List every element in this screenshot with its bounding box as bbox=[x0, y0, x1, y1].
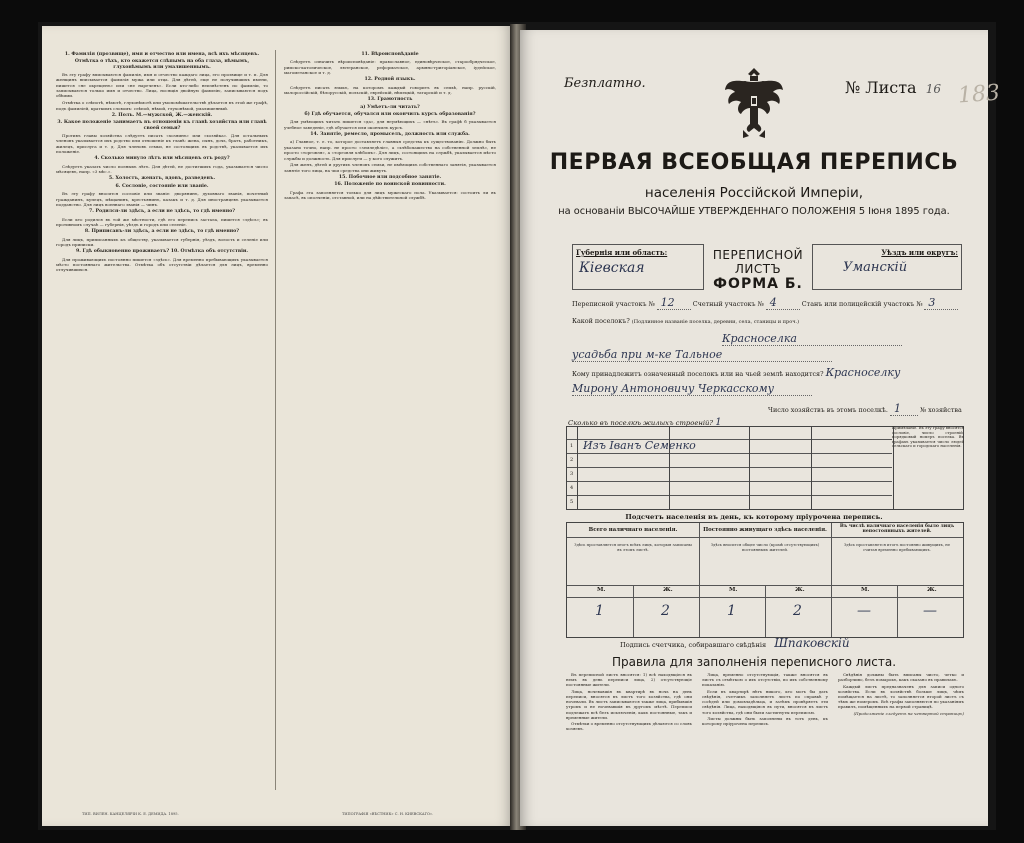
section-heading: 12. Родной языкъ. bbox=[364, 77, 416, 83]
village-line bbox=[572, 332, 964, 346]
section-heading: 8. Приписанъ-ли здѣсь, а если не здѣсь, то гдѣ именно? bbox=[84, 229, 240, 235]
right-page-census-form bbox=[520, 30, 1001, 826]
side-note: Примѣчаніе. Въ эту графу вносятся сословіе, число строеній, порядковый номеръ поселка. Въ графахъ указывается число людей сельскаго и городскаго населенія. bbox=[892, 425, 964, 449]
count-value: 2 bbox=[661, 603, 670, 619]
table-handwritten-entry: Изъ Іванъ Семенко bbox=[583, 439, 696, 452]
archive-pencil-mark: 183 bbox=[957, 80, 1001, 109]
household-label: Число хозяйствъ въ этомъ поселкѣ. bbox=[768, 406, 888, 414]
filler-text: Слѣдуетъ писать языкъ, на которомъ каждый говоритъ въ семьѣ, напр. русскій, малороссійскій, бѣлорусскій, польскій, еврейскій, нѣмецкій, татарскій и т. д. bbox=[284, 84, 496, 96]
male-label: М. bbox=[861, 587, 870, 593]
filler-text: а) Главное, т. е. то, которое доставляетъ главныя средства къ существованію. Должно быть указано точно, напр. не просто «земледѣліе», а «хлѣбопашество на собственной землѣ», не просто «торговля», а «торговля хлѣбомъ». Для лицъ, состоящихъ на службѣ, указывается мѣсто службы и должность. Для прислуги — у кого служитъ. bbox=[284, 139, 496, 161]
filler-text: Противъ главы хозяйства слѣдуетъ писать «хозяинъ» или «хозяйка». Для остальныхъ членовъ указывается ихъ родство или отношеніе къ главѣ: жена, сынъ, дочь, братъ, работникъ, жилецъ, прислуга и т. д. Для членовъ семьи, не состоящихъ въ родствѣ, указывается ихъ положеніе. bbox=[56, 133, 268, 155]
section-heading: 1. Фамилія (прозвище), имя и отчество или имена, всѣ ихъ мѣсяцевъ. bbox=[64, 52, 260, 57]
village-handwritten-2: усадьба при м-ке Тальное bbox=[572, 348, 832, 362]
gubernia-label: Губернія или область: bbox=[576, 248, 668, 257]
count-value: 2 bbox=[793, 603, 802, 619]
station-value: 3 bbox=[924, 296, 958, 310]
table-row-number: 3 bbox=[570, 471, 574, 477]
column-divider bbox=[275, 50, 276, 790]
count-value: 1 bbox=[595, 603, 604, 619]
counting-value: 4 bbox=[766, 296, 800, 310]
sheet-number bbox=[845, 78, 941, 97]
form-type-line2: ФОРМА Б. bbox=[713, 276, 803, 292]
female-label: Ж. bbox=[927, 587, 937, 593]
section-heading: 14. Занятіе, ремесло, промыселъ, должность или служба. bbox=[310, 132, 470, 138]
residents-label: Сколько въ поселкѣ жилыхъ строеній? bbox=[568, 419, 714, 427]
count-title: Подсчетъ населенія въ день, къ которому пріурочена перепись. bbox=[625, 513, 883, 521]
filler-text: Лица, ночевавшія въ квартирѣ въ ночь на день переписи, вносятся въ листъ того хозяйства, гдѣ они ночевали. Въ листъ записываются также лица, прибывшія утромъ и не ночевавшія въ другомъ мѣстѣ. Переписи подлежатъ всѣ безъ исключенія, какъ постоянные, такъ и временные жители. bbox=[566, 688, 692, 720]
filler-text: Для женъ, дѣтей и другихъ членовъ семьи, не имѣющихъ собственнаго занятія, указывается занятіе того лица, на чьи средства они живутъ. bbox=[284, 162, 496, 173]
male-label: М. bbox=[597, 587, 606, 593]
form-type-line1: ПЕРЕПИСНОЙ ЛИСТЪ bbox=[712, 248, 804, 276]
filler-text: Слѣдуетъ означить вѣроисповѣданіе: православное, единовѣрческое, старообрядческое, римско-католическое, лютеранское, реформатское, армяно-григоріанское, іудейское, магометанское и т. д. bbox=[284, 59, 496, 76]
count-header-total: Всего наличнаго населенія. bbox=[588, 527, 678, 533]
section-heading: Отмѣтка о тѣхъ, кто окажется слѣпымъ на оба глаза, нѣмымъ, глухонѣмымъ или умалишеннымъ. bbox=[74, 59, 250, 70]
filler-text: Для проживающихъ постоянно пишется «здѣсь». Для временно пребывающихъ указывается мѣсто постояннаго жительства. Отмѣтка объ отсутствіи дѣлается для лицъ, временно отлучившихся. bbox=[56, 256, 268, 273]
section-heading: 6. Сословіе, состояніе или званіе. bbox=[115, 183, 209, 189]
district-line bbox=[572, 296, 964, 310]
female-label: Ж. bbox=[795, 587, 805, 593]
filler-text: Для умѣющихъ читать пишется «да», для неумѣющихъ — «нѣтъ». Въ графѣ б указывается учебное заведеніе, гдѣ обучается или окончилъ курсъ. bbox=[284, 119, 496, 130]
section-heading: 3. Какое положеніе занимаетъ въ отношеніи къ главѣ хозяйства или главѣ своей семьи? bbox=[57, 120, 267, 131]
imperial-eagle-icon bbox=[723, 68, 785, 140]
gubernia-handwritten-value: Кіевская bbox=[579, 260, 645, 276]
left-column-1 bbox=[56, 50, 268, 790]
owner-handwritten: Красноселку bbox=[825, 366, 901, 379]
signature-handwritten: Шпаковскій bbox=[774, 636, 850, 650]
form-title: ПЕРВАЯ ВСЕОБЩАЯ ПЕРЕПИСЬ bbox=[549, 150, 959, 175]
rules-column-1 bbox=[566, 672, 692, 812]
district-label: Переписной участокъ № bbox=[572, 300, 655, 308]
count-value: 1 bbox=[727, 603, 736, 619]
count-header-permanent: Постоянно живущаго здѣсь населенія. bbox=[703, 527, 827, 533]
filler-text: Слѣдуетъ указать число полныхъ лѣтъ. Для дѣтей, не достигшихъ года, указывается число мѣсяцевъ, напр. «3 мѣс.». bbox=[56, 163, 268, 175]
count-value: — bbox=[923, 603, 937, 619]
village-handwritten: Красноселка bbox=[722, 332, 902, 346]
population-count-table bbox=[566, 522, 964, 638]
count-sub-total: Здѣсь проставляется итогъ всѣхъ лицъ, которыя записаны въ этомъ листѣ. bbox=[574, 542, 692, 552]
section-heading: 15. Побочное или подсобное занятіе. bbox=[338, 175, 442, 181]
household-value: 1 bbox=[890, 402, 918, 416]
place-note: (Подлинное названіе поселка, деревни, села, станицы и проч.) bbox=[631, 319, 800, 325]
filler-text: Отмѣтки о временно отсутствующихъ дѣлаются со словъ хозяевъ. bbox=[566, 721, 692, 732]
section-heading: 16. Положеніе по воинской повинности. bbox=[334, 182, 446, 188]
uezd-label: Уѣздъ или округъ: bbox=[881, 248, 958, 257]
count-sub-permanent: Здѣсь вносится общее число (кромѣ отсутствующихъ) постоянныхъ жителей. bbox=[710, 542, 820, 552]
residents-value: 1 bbox=[715, 417, 722, 428]
owner-line-2 bbox=[572, 382, 964, 396]
filler-text: Если кто родился въ той же мѣстности, гдѣ его перепись застала, пишется «здѣсь»; въ противномъ случаѣ — губернія, уѣздъ и городъ или селеніе. bbox=[56, 216, 268, 227]
rules-title: Правила для заполненія переписного листа. bbox=[611, 655, 897, 669]
filler-text: Если въ квартирѣ нѣтъ никого, кто могъ бы дать свѣдѣнія, счетчикъ заполняетъ листъ по справкѣ у сосѣдей или домовладѣльца, и затѣмъ провѣряетъ эти свѣдѣнія. Лица, находящіяся въ пути, вносятся въ листъ того хозяйства, гдѣ они были застигнуты переписью. bbox=[702, 688, 828, 715]
section-heading: 7. Родился-ли здѣсь, а если не здѣсь, то гдѣ именно? bbox=[89, 209, 235, 215]
filler-text: Отмѣтка о слѣпотѣ, нѣмотѣ, глухонѣмотѣ или умопомѣшательствѣ дѣлается въ этой же графѣ, подъ фамиліей, краткимъ словомъ: слѣпой, нѣмой, глухонѣмой, умалишенный. bbox=[56, 100, 268, 111]
form-type-block bbox=[708, 248, 808, 292]
filler-text: Графа эта заполняется только для лицъ мужескаго пола. Указывается: состоитъ ли въ запасѣ, въ ополченіи, отставной, или на дѣйствительной службѣ. bbox=[284, 189, 496, 201]
count-sub-nonpermanent: Здѣсь проставляется итогъ постоянно живущихъ, не считая временно пребывающихъ. bbox=[843, 542, 951, 552]
filler-text: Для лицъ, приписанныхъ къ обществу, указывается губернія, уѣздъ, волость и селеніе или городъ приписки. bbox=[56, 236, 268, 247]
count-header-nonpermanent: Въ числѣ наличнаго населенія было лицъ непостоянныхъ жителей. bbox=[839, 524, 955, 534]
gubernia-box bbox=[572, 244, 704, 290]
filler-text: Листы должны быть заполнены въ тотъ день, къ которому пріурочена перепись. bbox=[702, 716, 828, 727]
filler-text: Въ эту графу вносится сословіе или званіе: дворянинъ, духовнаго званія, почетный гражданинъ, купецъ, мѣщанинъ, крестьянинъ, казакъ и т. д. Для иностранцевъ указывается подданство. Для лицъ военнаго званія — чинъ. bbox=[56, 191, 268, 207]
place-line bbox=[572, 317, 964, 325]
household-no-label: № хозяйства bbox=[919, 406, 962, 414]
rules-text: Въ переписной листъ вносятся: 1) всѣ находящіеся въ немъ въ день переписи лица, 2) отсутствующіе постоянные жители. bbox=[566, 672, 692, 688]
left-page-instructions bbox=[42, 26, 512, 826]
section-heading: 4. Сколько минуло лѣтъ или мѣсяцевъ отъ роду? bbox=[94, 156, 230, 162]
female-label: Ж. bbox=[663, 587, 673, 593]
uezd-handwritten-value: Уманскій bbox=[843, 260, 908, 275]
filler-text: Каждый листъ предназначенъ для записи одного хозяйства. Если въ хозяйствѣ больше лицъ, чѣмъ помѣщается на листѣ, то заполняется второй листъ съ тѣмъ же номеромъ. Всѣ графы заполняются по указаніямъ правилъ, помѣщенныхъ на первой страницѣ. bbox=[838, 683, 964, 710]
table-row-number: 2 bbox=[570, 457, 574, 463]
counting-label: Счетный участокъ № bbox=[692, 300, 764, 308]
village-line-2 bbox=[572, 348, 964, 362]
rules-column-3 bbox=[838, 672, 964, 812]
form-decree-line: на основаніи ВЫСОЧАЙШЕ УТВЕРЖДЕННАГО ПОЛОЖЕНІЯ 5 Іюня 1895 года. bbox=[558, 206, 950, 217]
male-label: М. bbox=[729, 587, 738, 593]
section-heading: 13. Грамотность bbox=[367, 97, 413, 103]
sheet-number-label: № Листа bbox=[845, 78, 917, 97]
sheet-number-value: 16 bbox=[925, 82, 941, 96]
free-label: Безплатно. bbox=[564, 76, 646, 91]
rules-continued-note: (Продолженіе следуетъ на четвертой страницѣ) bbox=[853, 710, 964, 716]
owner-label: Кому принадлежитъ означенный поселокъ или на чьей землѣ находится? bbox=[572, 370, 824, 378]
rules-column-2 bbox=[702, 672, 828, 812]
owner-handwritten-2: Мирону Антоновичу Черкасскому bbox=[572, 382, 812, 396]
section-heading: б) Гдѣ обучается, обучался или окончилъ курсъ образованія? bbox=[304, 112, 476, 118]
uezd-box bbox=[812, 244, 962, 290]
district-value: 12 bbox=[657, 296, 691, 310]
signature-label: Подпись счетчика, собиравшаго свѣдѣнія bbox=[620, 641, 767, 649]
table-row-number: 4 bbox=[570, 485, 574, 491]
signature-line bbox=[620, 636, 850, 650]
right-footer-printer: ТИПОГРАФІЯ «ВѢСТНИК» С. Н. КИЕВСКАГО». bbox=[342, 812, 434, 816]
station-label: Станъ или полицейскій участокъ № bbox=[801, 300, 923, 308]
section-heading: 11. Вѣроисповѣданіе bbox=[361, 52, 419, 57]
place-label: Какой поселокъ? bbox=[572, 317, 630, 325]
table-row-number: 1 bbox=[570, 443, 574, 449]
section-heading: а) Умѣетъ-ли читать? bbox=[360, 104, 420, 110]
left-column-2 bbox=[284, 50, 496, 790]
rules-text: Свѣдѣнія должны быть вписаны чисто, четко и разборчиво, безъ помарокъ, какъ сказано въ правилахъ. bbox=[838, 672, 964, 683]
count-value: — bbox=[857, 603, 871, 619]
section-heading: 5. Холостъ, женатъ, вдовъ, разведенъ. bbox=[108, 176, 216, 182]
form-subtitle: населенія Россійской Имперіи, bbox=[644, 185, 864, 201]
section-heading: 9. Гдѣ обыкновенно проживаетъ? 10. Отмѣтка объ отсутствіи. bbox=[75, 249, 249, 255]
table-row-number: 5 bbox=[570, 499, 574, 505]
left-footer-printer: ТИП. ВИЛЕН. КАНЦЕЛЯРІИ К. Е. ДЕМИДА. 1895. bbox=[82, 812, 179, 816]
household-line bbox=[572, 402, 964, 416]
owner-line bbox=[572, 366, 964, 379]
rules-text: Лица, временно отсутствующія, также вносятся въ листъ съ отмѣткою о ихъ отсутствіи, по ихъ собственному показанію. bbox=[702, 672, 828, 688]
filler-text: Въ эту графу вписываются фамилія, имя и отчество каждаго лица, его прозвище и т. п. Для женщинъ вписывается фамилія мужа или отца. Для дѣтей, еще не получившихъ имени, пишется «не окрещенъ» или «не нареченъ». Если кто-либо неизвѣстенъ по фамиліи, то записываются только имя и отчество. Лица, носящія двойную фамилію, записываются подъ обѣими. bbox=[56, 72, 268, 99]
section-heading: 2. Полъ. М.—мужской, Ж.—женскій. bbox=[111, 113, 213, 119]
